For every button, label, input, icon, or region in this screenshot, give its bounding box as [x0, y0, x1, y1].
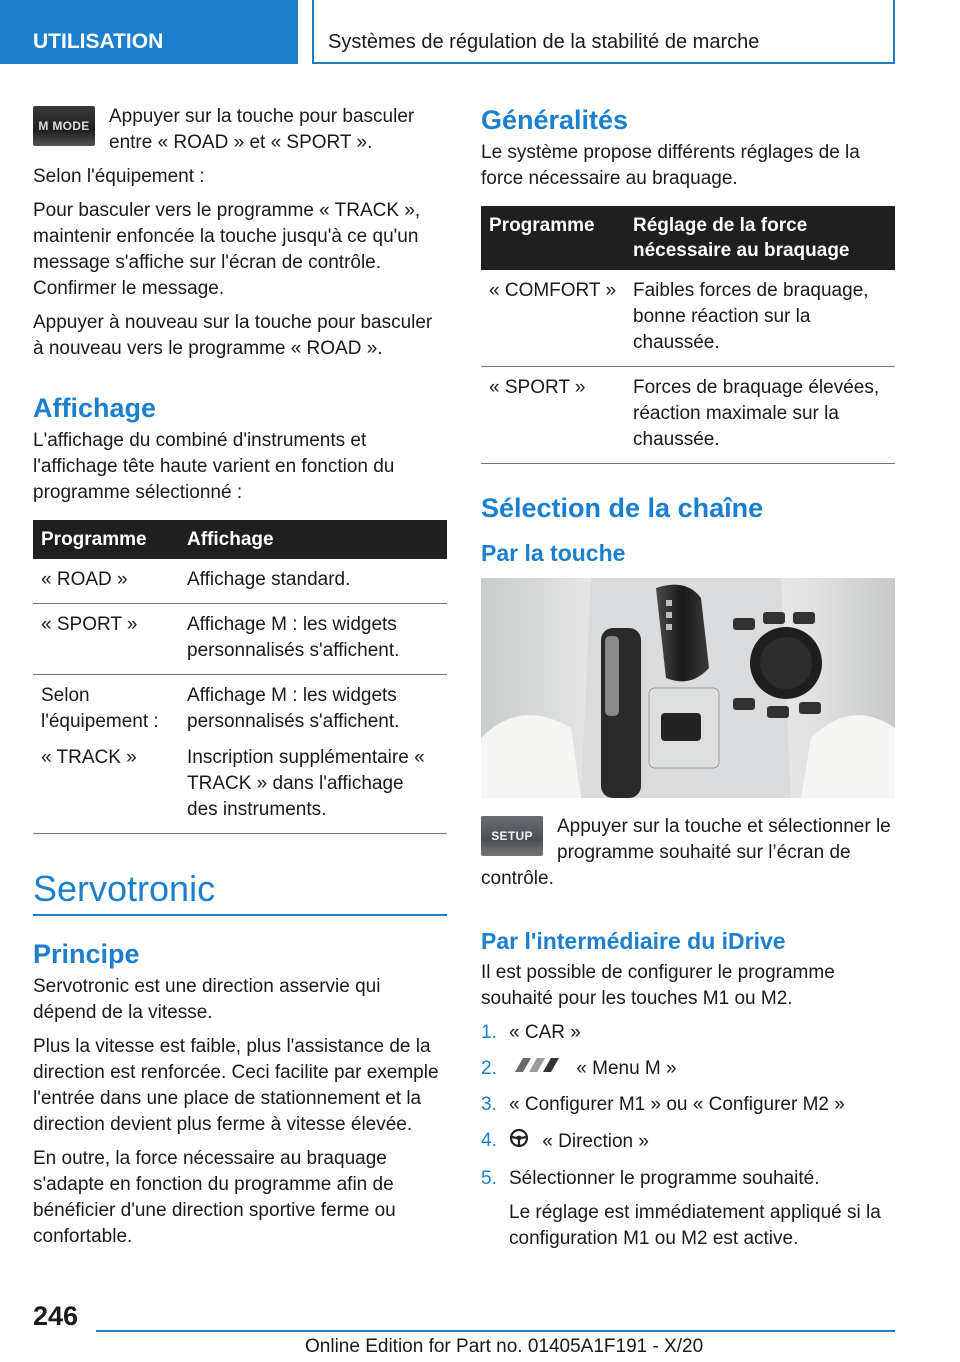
step-text: « Direction »	[542, 1131, 649, 1153]
steering-force-table	[481, 206, 895, 464]
table-cell: Forces de braquage élevées, réaction maximale sur la chaussée.	[625, 367, 895, 464]
chapter-title-servotronic: Servotronic	[33, 868, 447, 916]
table-header: Réglage de la force nécessaire au braquage	[625, 206, 895, 270]
table-cell: « SPORT »	[481, 367, 625, 464]
edition-text: Online Edition for Part no. 01405A1F191 - X/20	[305, 1336, 704, 1357]
paragraph: En outre, la force nécessaire au braquage s'adapte en fonction du programme afin de bénéficier d'une direction sportive ferme ou confortable.	[33, 1148, 396, 1247]
setup-text: Appuyer sur la touche et sélectionner le programme souhaité sur l’écran de contrôle.	[481, 816, 891, 889]
step-number: 2.	[481, 1058, 497, 1079]
center-console-illustration	[481, 578, 895, 798]
paragraph: Le système propose différents réglages de la force nécessaire au braquage.	[481, 142, 860, 189]
step-text: « CAR »	[509, 1022, 581, 1043]
list-item	[481, 1092, 895, 1118]
table-cell: Affichage M : les widgets personnalisés s'affichent.	[179, 604, 447, 675]
m-mode-button-image: M MODE	[33, 106, 95, 146]
header-chapter: Systèmes de régulation de la stabilité de marche	[312, 0, 895, 64]
steps-list	[481, 1020, 895, 1252]
table-row	[481, 367, 895, 464]
table-cell: « COMFORT »	[481, 270, 625, 367]
step-number: 3.	[481, 1094, 497, 1116]
table-header: Programme	[33, 520, 179, 559]
affichage-table	[33, 520, 447, 834]
paragraph: Pour basculer vers le programme « TRACK », maintenir enfoncée la touche jusqu'à ce qu'un message s'affiche sur l'écran de contrôle. Confirmer le message.	[33, 200, 421, 299]
setup-block	[481, 814, 895, 900]
list-item	[481, 1128, 895, 1156]
table-row	[33, 604, 447, 675]
right-column	[481, 104, 895, 1262]
subsection-title-par-touche: Par la touche	[481, 540, 626, 566]
table-cell: Inscription supplémentaire « TRACK » dans l'affichage des instruments.	[179, 737, 447, 834]
table-cell: « ROAD »	[33, 559, 179, 604]
setup-button-image: SETUP	[481, 816, 543, 856]
header-section: UTILISATION	[0, 0, 298, 64]
table-cell: « SPORT »	[33, 604, 179, 675]
paragraph: Servotronic est une direction asservie qui dépend de la vitesse.	[33, 976, 381, 1023]
section-title-generalites: Généralités	[481, 105, 629, 135]
step-note: Le réglage est immédiatement appliqué si la configuration M1 ou M2 est active.	[509, 1202, 881, 1250]
step-text: « Menu M »	[576, 1058, 677, 1080]
mmode-block	[33, 104, 447, 164]
step-number: 4.	[481, 1130, 497, 1152]
list-item	[481, 1056, 895, 1082]
table-cell: « TRACK »	[33, 737, 179, 834]
table-header: Programme	[481, 206, 625, 270]
table-cell: Selon l'équipement :	[41, 685, 159, 732]
subsection-title-idrive: Par l'intermédiaire du iDrive	[481, 928, 786, 954]
paragraph: L'affichage du combiné d'instruments et l'affichage tête haute varient en fonction du programme sélectionné :	[33, 430, 395, 503]
table-row	[481, 270, 895, 367]
footer-divider	[96, 1330, 895, 1332]
steering-wheel-icon	[509, 1128, 529, 1156]
step-text: « Configurer M1 » ou « Configurer M2 »	[509, 1094, 845, 1116]
list-item	[481, 1020, 895, 1046]
step-number: 1.	[481, 1022, 497, 1043]
mmode-text: Appuyer sur la touche pour basculer entre « ROAD » et « SPORT ».	[109, 106, 415, 153]
m-logo-icon	[509, 1056, 561, 1082]
paragraph: Appuyer à nouveau sur la touche pour basculer à nouveau vers le programme « ROAD ».	[33, 312, 433, 359]
paragraph: Plus la vitesse est faible, plus l'assistance de la direction est renforcée. Ceci facilite par exemple l'entrée dans une place de stationnement et la direction devient plus ferme à vitesse élevée.	[33, 1036, 439, 1135]
paragraph: Il est possible de configurer le programme souhaité pour les touches M1 ou M2.	[481, 962, 835, 1009]
center-console-photo	[481, 578, 895, 798]
table-header: Affichage	[179, 520, 447, 559]
paragraph: Selon l'équipement :	[33, 166, 205, 187]
left-column	[33, 104, 447, 1258]
table-cell: Affichage standard.	[179, 559, 447, 604]
table-cell: Faibles forces de braquage, bonne réaction sur la chaussée.	[625, 270, 895, 367]
section-title-affichage: Affichage	[33, 393, 157, 423]
table-row	[33, 559, 447, 604]
section-title-selection: Sélection de la chaîne	[481, 493, 764, 523]
step-number: 5.	[481, 1168, 497, 1190]
table-cell: Affichage M : les widgets personnalisés s'affichent.	[187, 685, 400, 732]
step-text: Sélectionner le programme souhaité.	[509, 1168, 820, 1190]
table-row	[33, 737, 447, 834]
page-number: 246	[33, 1301, 79, 1331]
section-title-principe: Principe	[33, 939, 140, 969]
table-row	[33, 675, 447, 738]
list-item	[481, 1166, 895, 1252]
